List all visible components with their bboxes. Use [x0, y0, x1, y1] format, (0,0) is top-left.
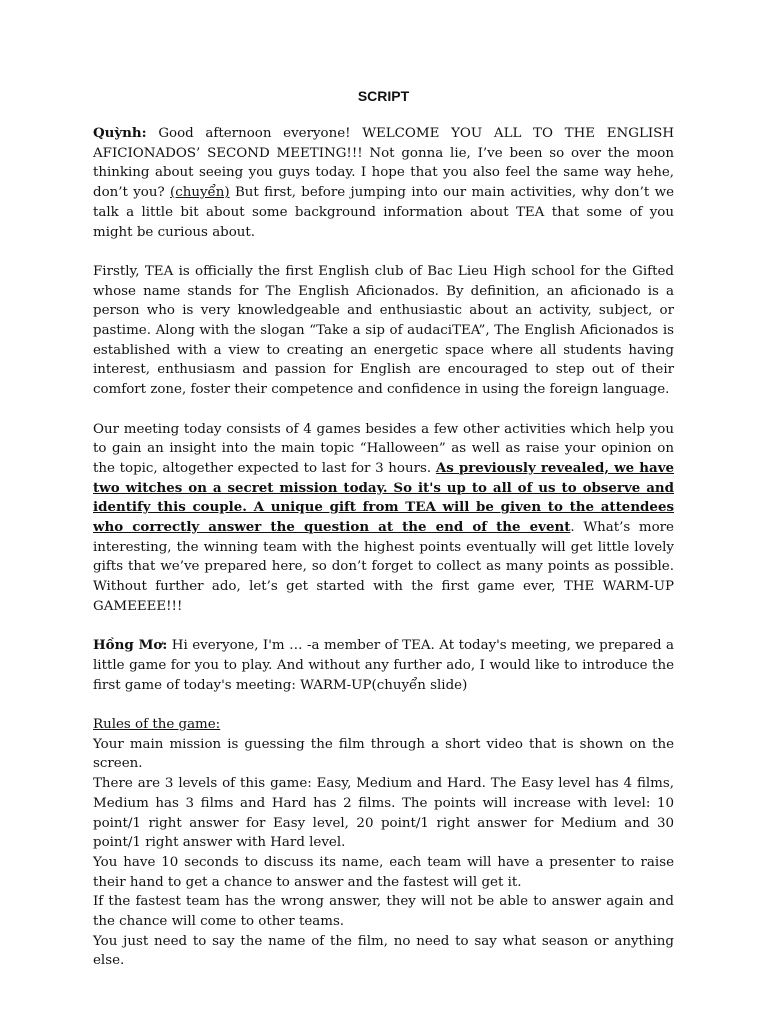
meeting-text-2: . What’s more interesting, the winning team with the highest points eventually will get little lovely gifts that we’ve prepared here, so don’t forget to collect as many points as possible. Without further ado, let’s get started with the first game ever, THE WARM-UP GAMEEEE!!! [93, 520, 674, 614]
rule-item: There are 3 levels of this game: Easy, Medium and Hard. The Easy level has 4 films, Medium has 3 films and Hard has 2 films. The points will increase with level: 10 point/1 right answer for Easy level, 20 point/1 right answer for Medium and 30 point/1 right answer with Hard level. [93, 776, 674, 851]
paragraph-gap [93, 617, 674, 637]
paragraph-gap [93, 242, 674, 262]
paragraph-gap [93, 695, 674, 715]
intro-text-1: Good afternoon everyone! WELCOME YOU ALL TO THE ENGLISH AFICIONADOS’ SECOND MEETING!!! Not gonna lie, I’ve been so over the moon thinking about seeing you guys today. I hope that you also feel the same way hehe, don’t you? [93, 126, 674, 201]
intro-paragraph [93, 124, 674, 242]
rule-item: You have 10 seconds to discuss its name, each team will have a presenter to raise their hand to get a chance to answer and the fastest will get it. [93, 854, 674, 890]
rules-heading: Rules of the game: [93, 717, 221, 733]
speaker-name: Quỳnh: [93, 125, 147, 141]
document-page [93, 86, 674, 971]
rule-item: If the fastest team has the wrong answer, they will not be able to answer again and the chance will come to other teams. [93, 894, 674, 930]
rule-item: Your main mission is guessing the film through a short video that is shown on the screen. [93, 736, 674, 772]
rule-item: You just need to say the name of the film, no need to say what season or anything else. [93, 933, 674, 969]
intro-text-2: But first, before jumping into our main activities, why don’t we talk a little bit about some background information about TEA that some of you might be curious about. [93, 185, 674, 240]
background-paragraph: Firstly, TEA is officially the first English club of Bac Lieu High school for the Gifted whose name stands for The English Aficionados. By definition, an aficionado is a person who is very knowledgeable and enthusiastic about an activity, subject, or pastime. Along with the slogan “Take a sip of audaciTEA”, The English Aficionados is established with a view to creating an energetic space where all students having interest, enthusiasm and passion for English are encouraged to step out of their comfort zone, foster their competence and confidence in using the foreign language. [93, 263, 674, 398]
paragraph-gap [93, 400, 674, 420]
speaker-name: Hồng Mơ: [93, 637, 168, 654]
host2-text: Hi everyone, I'm … -a member of TEA. At today's meeting, we prepared a little game for you to play. And without any further ado, I would like to introduce the first game of today's meeting: WARM-UP(chuyển slide) [93, 638, 674, 693]
host2-paragraph [93, 636, 674, 695]
document-title: SCRIPT [357, 88, 410, 104]
secret-mission-highlight: As previously revealed, we have two witches on a secret mission today. So it's up to all of us to observe and identify this couple. A unique gift from TEA will be given to the attendees who correctly answer the question at the end of the event [93, 459, 675, 536]
meeting-text-1: Our meeting today consists of 4 games besides a few other activities which help you to gain an insight into the main topic “Halloween” as well as raise your opinion on the topic, altogether expected to last for 3 hours. [93, 421, 674, 476]
meeting-paragraph [93, 420, 674, 617]
slide-cue: (chuyển) [170, 185, 230, 201]
